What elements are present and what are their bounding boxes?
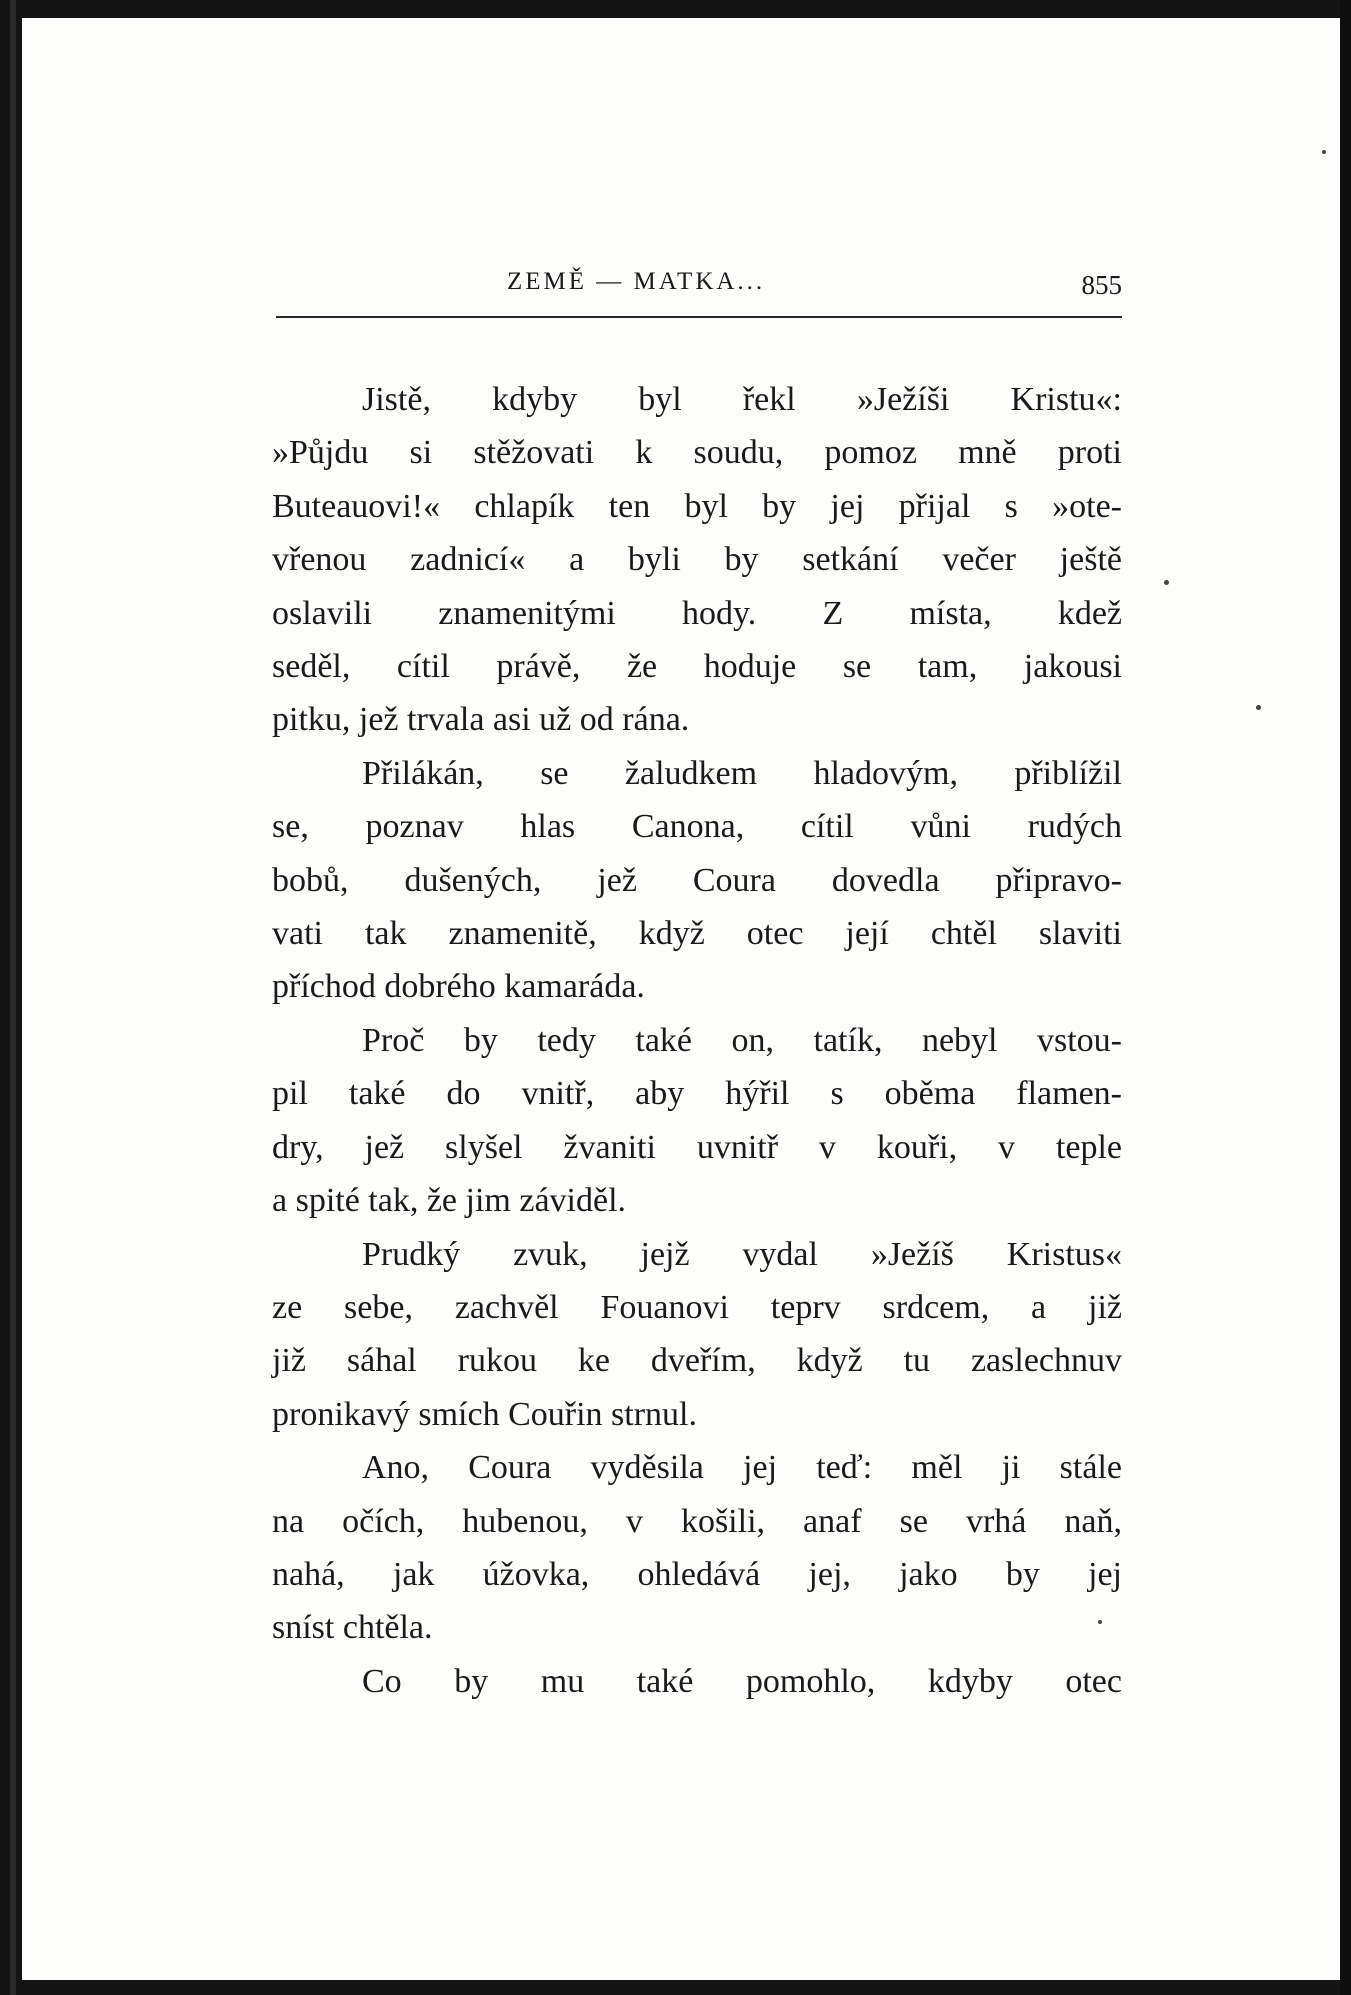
- text-line: pronikavý smích Couřin strnul.: [272, 1395, 697, 1433]
- text-line: oslavili znamenitými hody. Z místa, kdež: [272, 594, 1122, 632]
- text-line: již sáhal rukou ke dveřím, když tu zaslechnuv: [272, 1342, 1122, 1380]
- page-number: 855: [1081, 270, 1122, 300]
- paragraph: [272, 747, 1122, 1014]
- text-line: pil také do vnitř, aby hýřil s oběma flamen-: [272, 1075, 1122, 1113]
- text-line: bobů, dušených, jež Coura dovedla připravo-: [272, 861, 1122, 899]
- text-line: seděl, cítil právě, že hoduje se tam, jakousi: [272, 648, 1122, 686]
- scan-speck: [1256, 705, 1261, 710]
- header-rule: [276, 316, 1122, 318]
- text-line: Prudký zvuk, jejž vydal »Ježíš Kristus«: [362, 1235, 1122, 1273]
- text-line: ze sebe, zachvěl Fouanovi teprv srdcem, a již: [272, 1288, 1122, 1326]
- text-line: dry, jež slyšel žvaniti uvnitř v kouři, v teple: [272, 1128, 1122, 1166]
- text-line: Jistě, kdyby byl řekl »Ježíši Kristu«:: [362, 381, 1122, 418]
- text-line: příchod dobrého kamaráda.: [272, 968, 645, 1006]
- text-line: »Půjdu si stěžovati k soudu, pomoz mně proti: [272, 434, 1122, 472]
- running-header: [272, 268, 1122, 308]
- text-line: Ano, Coura vyděsila jej teď: měl ji stále: [362, 1449, 1122, 1487]
- scan-speck: [1322, 150, 1326, 154]
- text-line: Přilákán, se žaludkem hladovým, přiblížil: [362, 754, 1122, 792]
- text-line: se, poznav hlas Canona, cítil vůni rudých: [272, 808, 1122, 846]
- scan-spine-line: [10, 0, 16, 1995]
- scan-speck: [1164, 580, 1169, 585]
- text-line: Proč by tedy také on, tatík, nebyl vstou-: [362, 1021, 1122, 1059]
- text-line: Co by mu také pomohlo, kdyby otec: [362, 1662, 1122, 1700]
- running-header-title: ZEMĚ — MATKA...: [507, 268, 766, 295]
- text-line: a spité tak, že jim záviděl.: [272, 1182, 627, 1220]
- text-line: na očích, hubenou, v košili, anaf se vrhá naň,: [272, 1502, 1122, 1540]
- text-line: Buteauovi!« chlapík ten byl by jej přijal s »ote-: [272, 487, 1122, 525]
- paragraph: [272, 373, 1122, 747]
- text-line: pitku, jež trvala asi už od rána.: [272, 701, 690, 739]
- text-line: nahá, jak úžovka, ohledává jej, jako by jej: [272, 1555, 1122, 1593]
- scan-right-edge: [1340, 0, 1351, 1995]
- paragraph: [272, 1655, 1122, 1708]
- text-line: vřenou zadnicí« a byli by setkání večer ještě: [272, 541, 1122, 579]
- text-line: vati tak znamenitě, když otec její chtěl slaviti: [272, 915, 1122, 953]
- text-line: sníst chtěla.: [272, 1609, 433, 1647]
- paragraph: [272, 1014, 1122, 1228]
- body-text: [272, 373, 1122, 1708]
- paragraph: [272, 1228, 1122, 1442]
- paragraph: [272, 1441, 1122, 1655]
